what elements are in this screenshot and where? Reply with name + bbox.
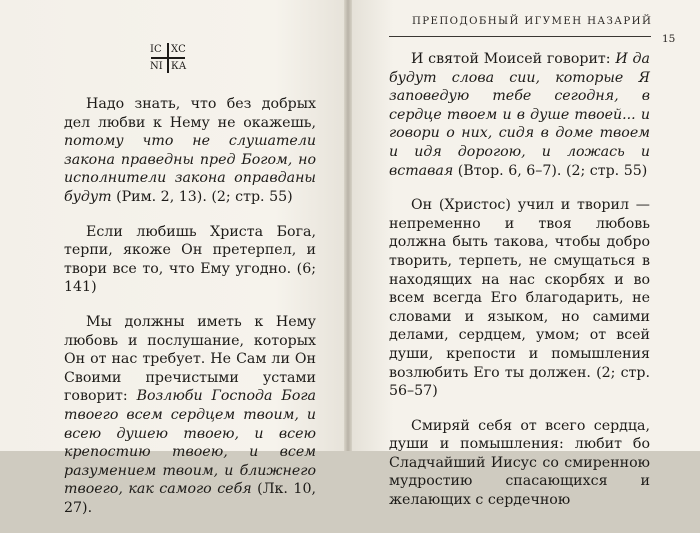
scripture-quote: И да будут слова сии, которые Я заповедую тебе сегодня, в сердце твоем и в душе твоей... и говори о них, сидя в доме твоем и идя дорогою, и ложась и вставая — [389, 51, 650, 179]
running-head: ПРЕПОДОБНЫЙ ИГУМЕН НАЗАРИЙ — [412, 16, 653, 27]
text-run: Он (Христос) учил и творил — непременно и твоя любовь должна быть такова, чтобы добро творить, терпеть, не смущаться в находящих на нас скорбях и во всем всегда Его благодарить, не словами и языком, но самими делами, сердцем, умом; от всей души, крепости и помышления возлюбить Его ты должен. (2; стр. 56–57) — [389, 197, 650, 400]
text-run: Смиряй себя от всего сердца, души и помышления: любит бо Сладчайший Иисус со смиренною мудростию спасающихся и желающих с сердечною — [389, 417, 650, 509]
left-page-body — [64, 95, 316, 533]
ornament-letters-tl: IС — [150, 44, 162, 55]
text-run: (Лк. 10, 27). — [64, 481, 316, 516]
paragraph — [389, 417, 650, 510]
ornament-letters-bl: NI — [150, 61, 163, 72]
text-run: (Рим. 2, 13). (2; стр. 55) — [111, 188, 293, 205]
text-run: И святой Моисей говорит: — [411, 51, 616, 67]
paragraph — [64, 313, 316, 518]
text-run: (Втор. 6, 6–7). (2; стр. 55) — [453, 162, 648, 179]
cross-vertical-bar — [167, 43, 169, 73]
paragraph — [389, 50, 650, 180]
ic-xc-nika-cross-icon — [148, 41, 188, 75]
page-number: 15 — [662, 33, 676, 45]
text-run: Надо знать, что без добрых дел любви к Нему не окажешь, — [64, 96, 316, 131]
paragraph — [64, 223, 316, 297]
paragraph — [389, 196, 650, 401]
paragraph — [64, 95, 316, 207]
book-gutter — [344, 0, 352, 451]
ornament-letters-tr: ХС — [171, 44, 186, 55]
text-run: Если любишь Христа Бога, терпи, якоже Он претерпел, и твори все то, что Ему угодно. (6; 141) — [64, 223, 316, 296]
text-run: Мы должны иметь к Нему любовь и послушание, которых Он от нас требует. Не Сам ли Он Своими пречистыми устами говорит: — [64, 313, 316, 405]
running-head-rule — [389, 36, 651, 37]
scripture-quote: Возлюби Господа Бога твоего всем сердцем твоим, и всею душею твоею, и всею крепостию твоею, и всем разумением твоим, и ближнего твоего, как самого себя — [64, 388, 317, 498]
scripture-quote: потому что не слушатели закона праведны пред Богом, но исполнители закона оправданы будут — [64, 133, 316, 205]
right-page-body — [389, 50, 650, 526]
ornament-letters-br: КА — [171, 61, 187, 72]
